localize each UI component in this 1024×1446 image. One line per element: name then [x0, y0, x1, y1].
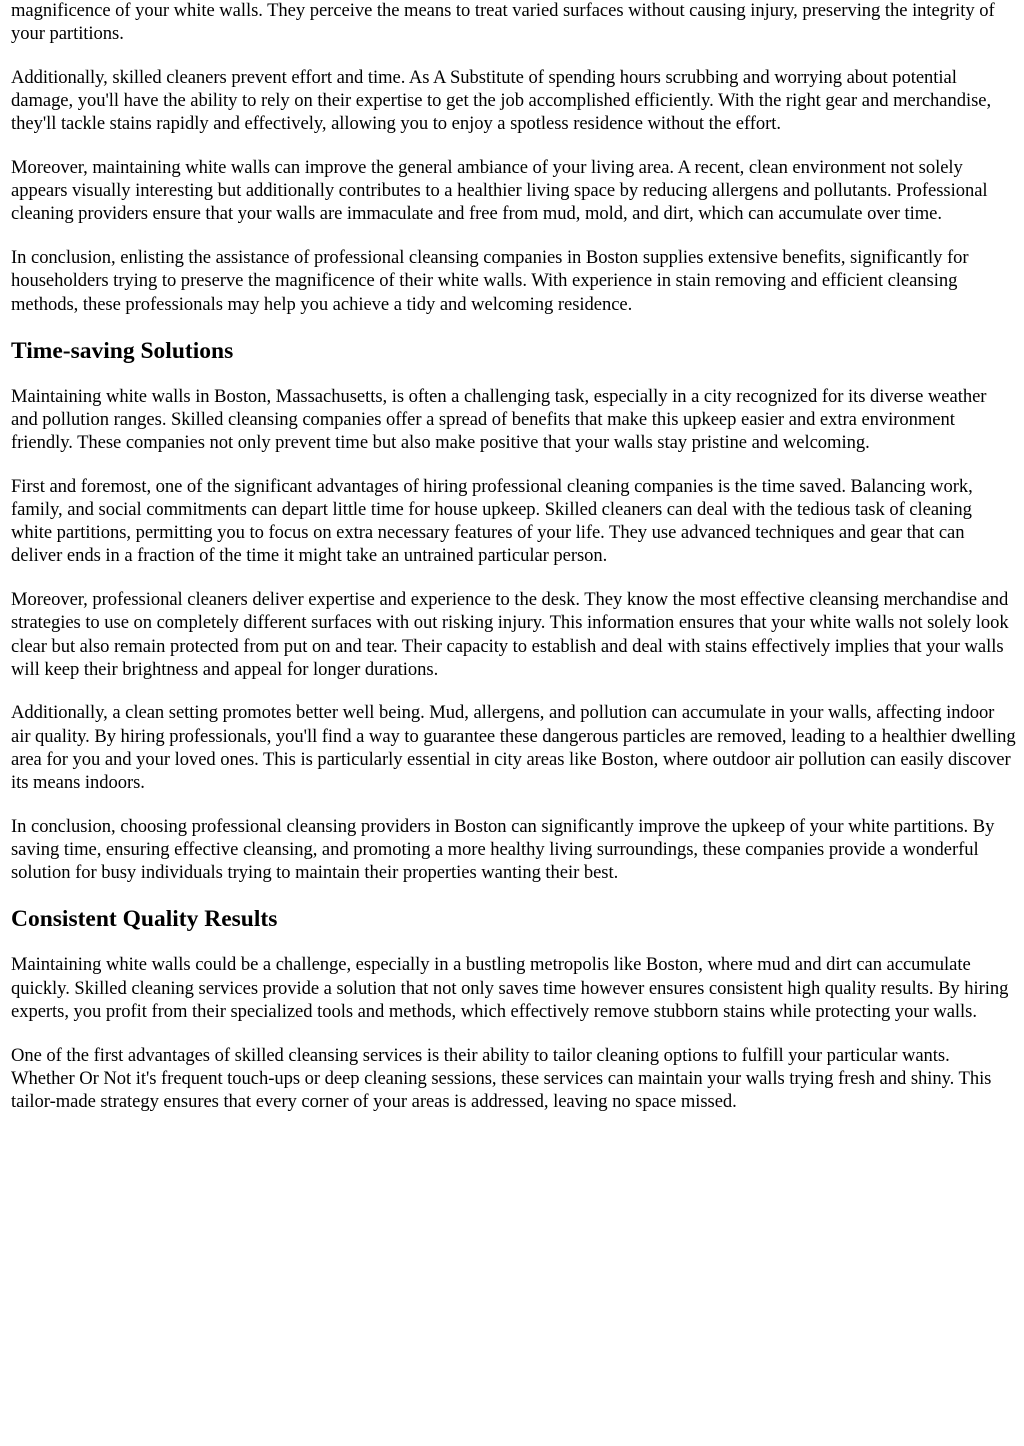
paragraph: Additionally, skilled cleaners prevent effort and time. As A Substitute of spending hours scrubbing and worrying about potential damage, you'll have the ability to rely on their expertise to get the job accomplished efficiently. With the right gear and merchandise, they'll tackle stains rapidly and effectively, allowing you to enjoy a spotless residence without the effort. [11, 66, 992, 135]
paragraph: Maintaining white walls could be a challenge, especially in a bustling metropolis like Boston, where mud and dirt can accumulate quickly. Skilled cleaning services provide a solution that not only saves time however ensures consistent high quality results. By hiring experts, you profit from their specialized tools and methods, which effectively remove stubborn stains while protecting your walls. [11, 954, 1009, 1022]
paragraph: Maintaining white walls in Boston, Massachusetts, is often a challenging task, especially in a city recognized for its diverse weather and pollution ranges. Skilled cleansing companies offer a spread of benefits that make this upkeep easier and extra environment friendly. These companies not only prevent time but also make positive that your walls stay pristine and welcoming. [11, 385, 987, 454]
section-heading: Consistent Quality Results [11, 906, 278, 933]
paragraph: One of the first advantages of skilled cleansing services is their ability to tailor cleaning options to fulfill your particular wants. Whether Or Not it's frequent touch-ups or deep cleaning sessions, these services can maintain your walls trying fresh and shiny. This tailor-made strategy ensures that every corner of your areas is addressed, leaving no space missed. [11, 1044, 992, 1112]
paragraph: Moreover, maintaining white walls can improve the general ambiance of your living area. A recent, clean environment not solely appears visually interesting but additionally contributes to a healthier living space by reducing allergens and pollutants. Professional cleaning providers ensure that your walls are immaculate and free from mud, mold, and dirt, which can accumulate over time. [11, 157, 988, 225]
paragraph: Moreover, professional cleaners deliver expertise and experience to the desk. They know the most effective cleansing merchandise and strategies to use on completely different surfaces with out risking injury. This information ensures that your white walls not solely look clear but also remain protected from put on and tear. Their capacity to establish and deal with stains effectively implies that your walls will keep their brightness and appeal for longer durations. [11, 589, 1009, 680]
paragraph: In conclusion, choosing professional cleansing providers in Boston can significantly improve the upkeep of your white partitions. By saving time, ensuring effective cleansing, and promoting a more healthy living surroundings, these companies provide a wonderful solution for busy individuals trying to maintain their properties wanting their best. [11, 815, 995, 884]
paragraph: In conclusion, enlisting the assistance of professional cleansing companies in Boston supplies extensive benefits, significantly for householders trying to preserve the magnificence of their white walls. With experience in stain removing and efficient cleansing methods, these professionals may help you achieve a tidy and welcoming residence. [11, 247, 969, 315]
section-heading: Time-saving Solutions [11, 337, 234, 364]
paragraph: magnificence of your white walls. They perceive the means to treat varied surfaces without causing injury, preserving the integrity of your partitions. [11, 0, 995, 45]
paragraph: First and foremost, one of the significant advantages of hiring professional cleaning companies is the time saved. Balancing work, family, and social commitments can depart little time for house upkeep. Skilled cleaners can deal with the tedious task of cleaning white partitions, permitting you to focus on extra necessary features of your life. They use advanced techniques and gear that can deliver ends in a fraction of the time it might take an untrained particular person. [11, 475, 973, 567]
paragraph: Additionally, a clean setting promotes better well being. Mud, allergens, and pollution can accumulate in your walls, affecting indoor air quality. By hiring professionals, you'll find a way to guarantee these dangerous particles are removed, leading to a healthier dwelling area for you and your loved ones. This is particularly essential in city areas like Boston, where outdoor air pollution can easily discover its means indoors. [11, 702, 1016, 794]
